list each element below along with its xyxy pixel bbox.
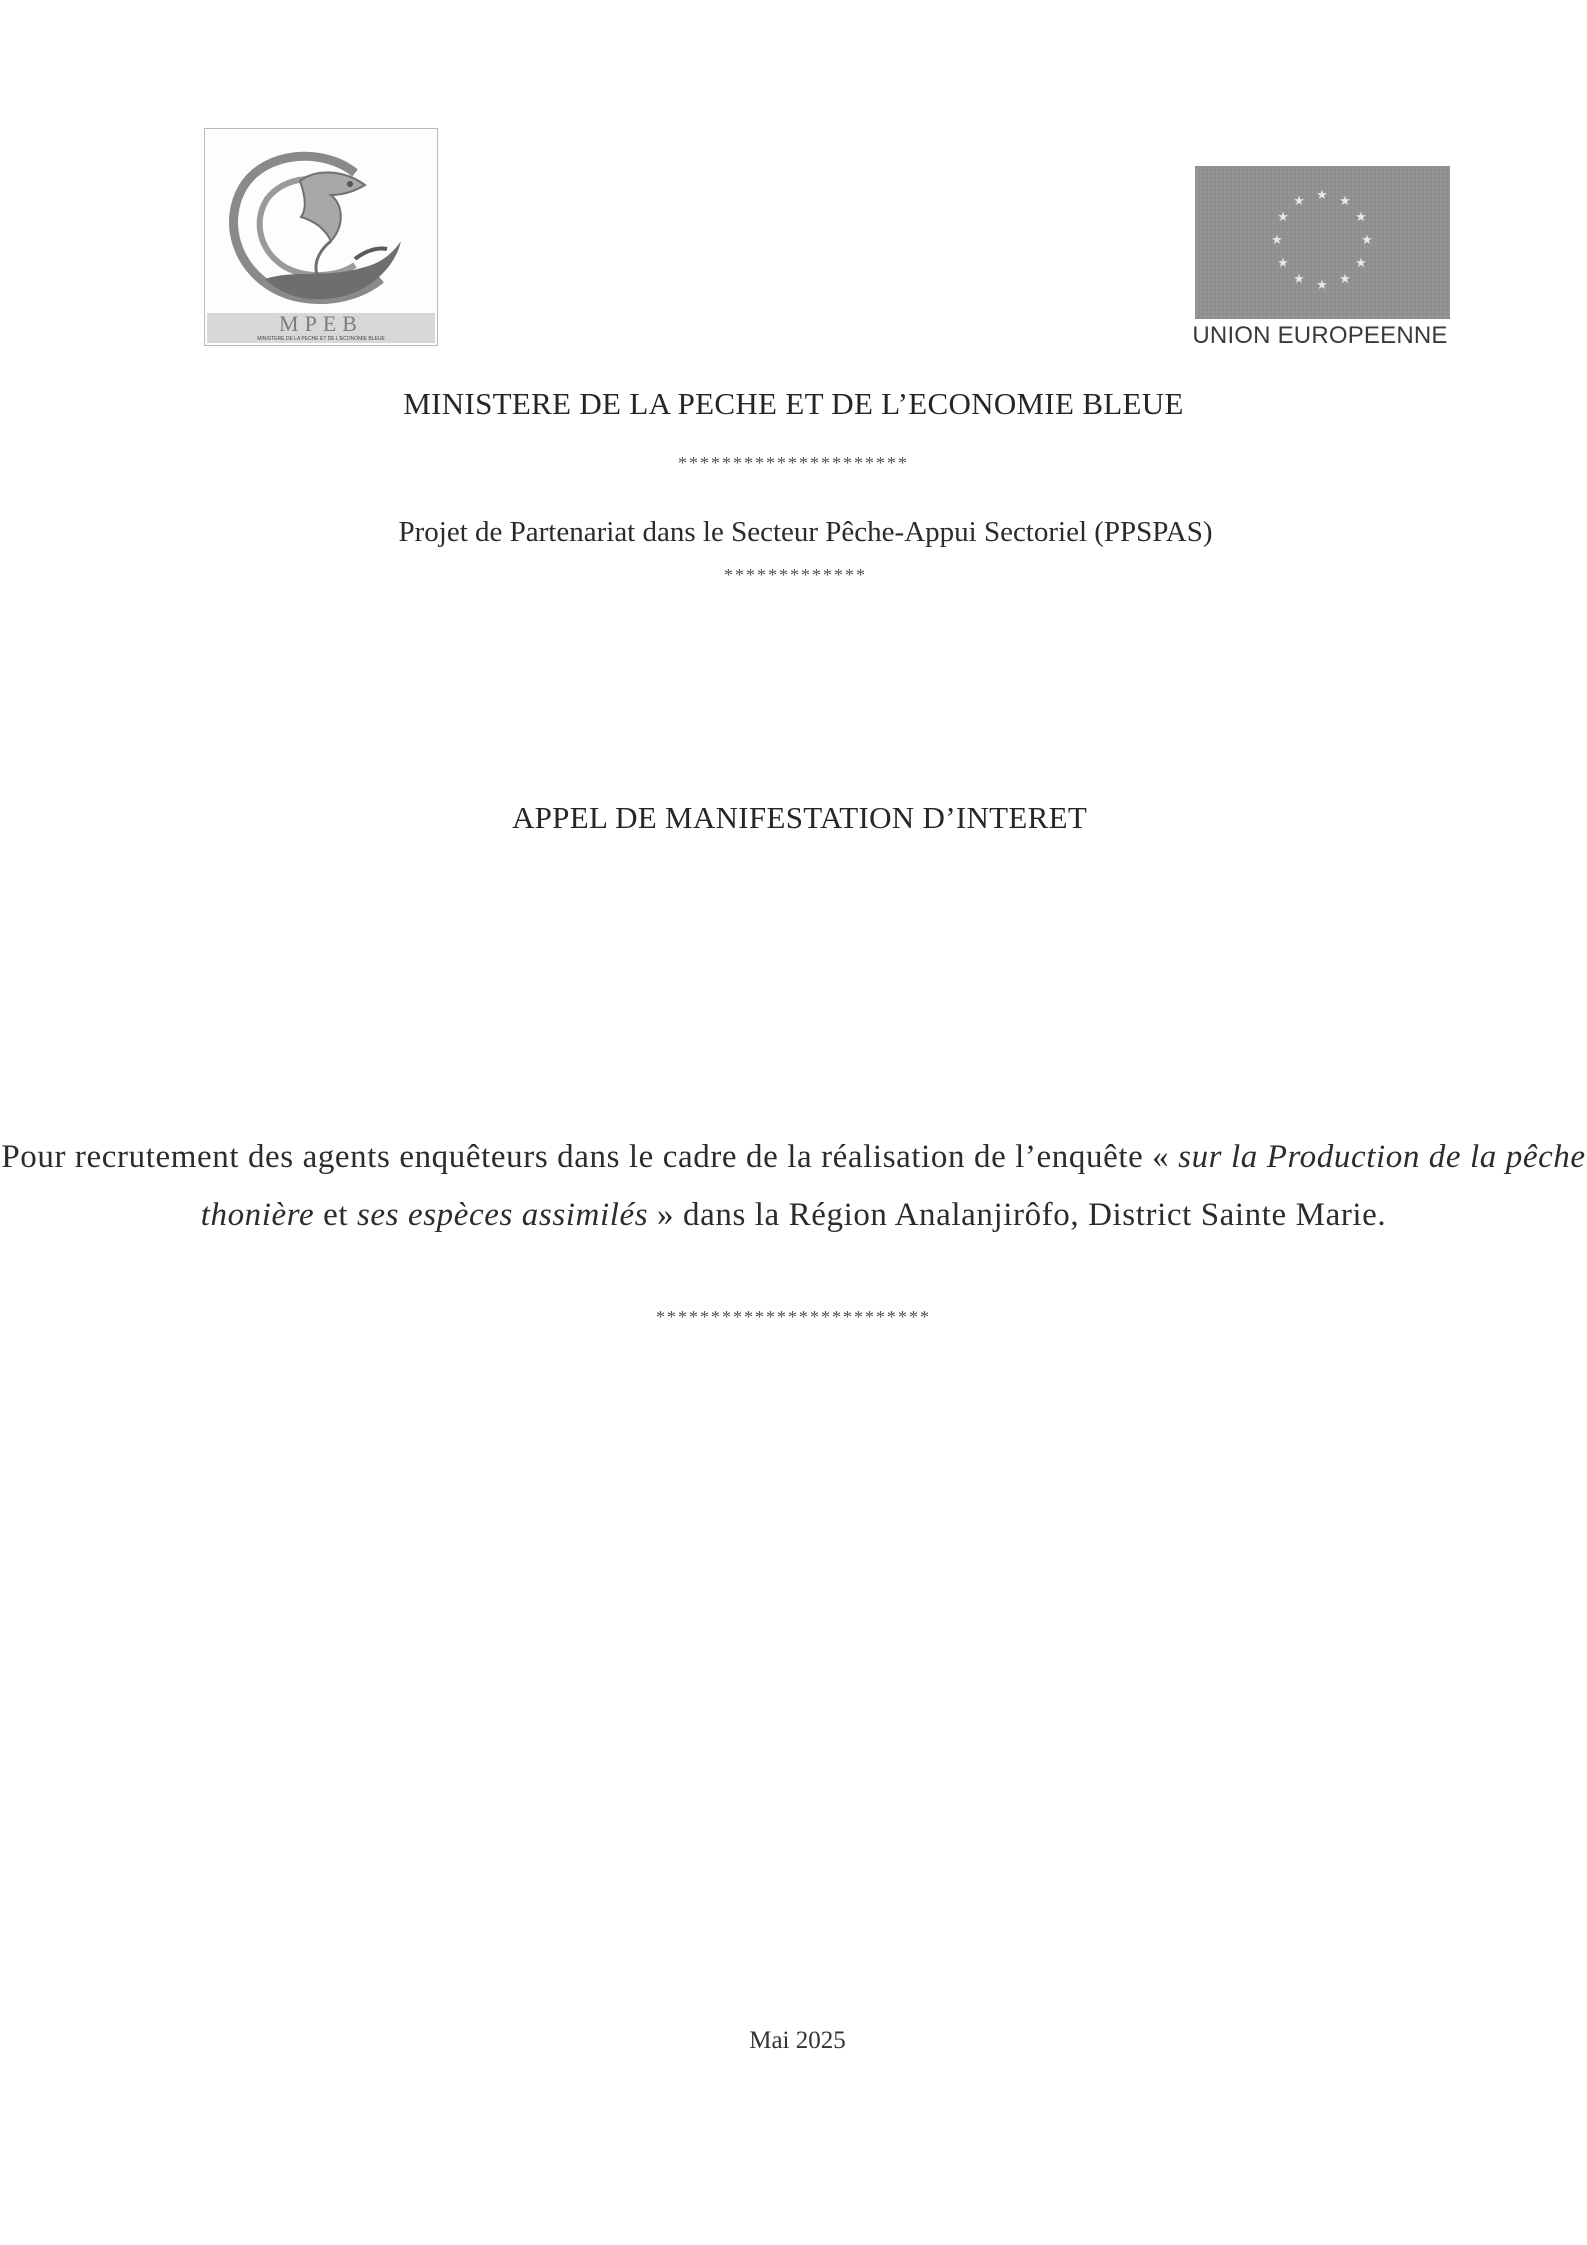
document-title: APPEL DE MANIFESTATION D’INTERET (511, 800, 1088, 835)
svg-text:★: ★ (1271, 233, 1283, 248)
svg-text:★: ★ (1355, 256, 1367, 271)
svg-text:★: ★ (1355, 210, 1367, 225)
document-date: Mai 2025 (749, 2027, 846, 2054)
svg-text:★: ★ (1277, 210, 1289, 225)
eu-flag (1195, 166, 1450, 319)
purpose-italic-text: sur la Production de la pêche thonière (200, 1139, 1586, 1233)
eu-caption: UNION EUROPEENNE (1192, 322, 1448, 349)
svg-text:★: ★ (1316, 278, 1328, 293)
svg-text:★: ★ (1316, 188, 1328, 203)
svg-text:★: ★ (1293, 272, 1305, 287)
separator-stars: ************************* (656, 1307, 931, 1327)
svg-text:★: ★ (1293, 194, 1305, 209)
mpeb-subtitle: MINISTERE DE LA PECHE ET DE L'ECONOMIE BLEUE (257, 336, 385, 342)
svg-text:★: ★ (1277, 256, 1289, 271)
project-name: Projet de Partenariat dans le Secteur Pêche-Appui Sectoriel (PPSPAS) (398, 516, 1213, 548)
mpeb-abbr: MPEB (279, 311, 363, 336)
purpose-text: » dans la Région Analanjirôfo, District Sainte Marie. (648, 1197, 1387, 1233)
ministry-heading: MINISTERE DE LA PECHE ET DE L’ECONOMIE BLEUE (403, 386, 1184, 421)
purpose-italic-text: ses espèces assimilés (356, 1197, 649, 1233)
svg-text:★: ★ (1361, 233, 1373, 248)
purpose-text: Pour recrutement des agents enquêteurs dans le cadre de la réalisation de l’enquête « (1, 1139, 1179, 1175)
mpeb-band (207, 313, 435, 343)
svg-text:★: ★ (1339, 272, 1351, 287)
separator-stars: ************* (724, 565, 867, 585)
svg-text:★: ★ (1339, 194, 1351, 209)
purpose-text: et (314, 1197, 357, 1233)
separator-stars: ********************* (678, 453, 909, 473)
mpeb-logo (204, 128, 438, 346)
eu-flag-icon (1195, 166, 1450, 319)
purpose-statement (0, 1128, 1587, 1244)
